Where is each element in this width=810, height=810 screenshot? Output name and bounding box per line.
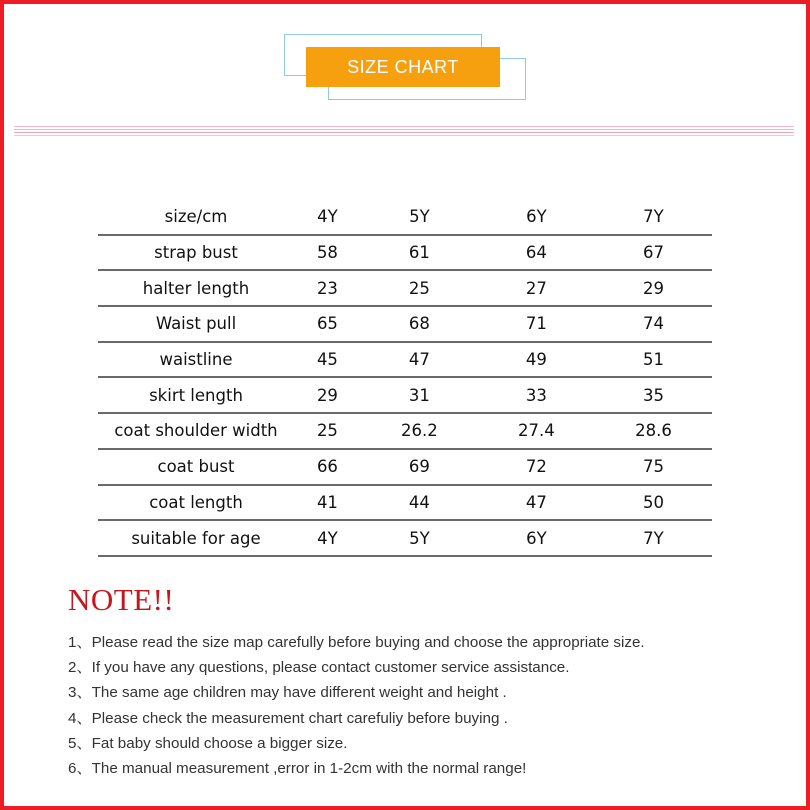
- note-item: [68, 680, 645, 705]
- note-text: The manual measurement ,error in 1-2cm with the normal range!: [91, 759, 527, 777]
- table-cell: 35: [595, 377, 712, 413]
- note-list: [68, 630, 645, 781]
- row-label: coat bust: [98, 449, 294, 485]
- note-text: If you have any questions, please contact customer service assistance.: [91, 659, 570, 677]
- table-cell: 75: [595, 449, 712, 485]
- note-text: Fat baby should choose a bigger size.: [91, 734, 348, 752]
- table-cell: 51: [595, 342, 712, 378]
- table-cell: 27.4: [478, 413, 595, 449]
- table-cell: 27: [478, 270, 595, 306]
- header-cell: 4Y: [294, 200, 361, 235]
- table-row: [98, 449, 712, 485]
- note-number: 1、: [68, 634, 92, 651]
- stripe: [14, 135, 794, 136]
- stripe: [14, 132, 794, 133]
- table-cell: 28.6: [595, 413, 712, 449]
- size-table: [98, 200, 712, 557]
- table-cell: 58: [294, 235, 361, 271]
- table-cell: 47: [361, 342, 478, 378]
- table-cell: 45: [294, 342, 361, 378]
- header-cell: 6Y: [478, 200, 595, 235]
- note-item: [68, 706, 645, 731]
- row-label: coat shoulder width: [98, 413, 294, 449]
- table-cell: 25: [294, 413, 361, 449]
- stripe: [14, 129, 794, 130]
- row-label: skirt length: [98, 377, 294, 413]
- table-cell: 66: [294, 449, 361, 485]
- note-item: [68, 655, 645, 680]
- table-cell: 7Y: [595, 520, 712, 556]
- row-label: suitable for age: [98, 520, 294, 556]
- note-item: [68, 630, 645, 655]
- header-cell: size/cm: [98, 200, 294, 235]
- table-cell: 29: [294, 377, 361, 413]
- row-label: coat length: [98, 485, 294, 521]
- table-row: [98, 235, 712, 271]
- row-label: halter length: [98, 270, 294, 306]
- size-chart-badge: SIZE CHART: [306, 47, 500, 87]
- note-number: 4、: [68, 709, 92, 727]
- table-row: [98, 413, 712, 449]
- table-row: [98, 485, 712, 521]
- table-row: [98, 342, 712, 378]
- table-cell: 64: [478, 235, 595, 271]
- note-number: 2、: [68, 659, 92, 677]
- row-label: Waist pull: [98, 306, 294, 342]
- decorative-stripes: [14, 126, 794, 138]
- note-title: NOTE!!: [68, 582, 175, 617]
- table-cell: 23: [294, 270, 361, 306]
- table-cell: 49: [478, 342, 595, 378]
- table-cell: 69: [361, 449, 478, 485]
- note-number: 3、: [68, 684, 92, 702]
- note-text: Please read the size map carefully before buying and choose the appropriate size.: [91, 634, 645, 651]
- table-cell: 31: [361, 377, 478, 413]
- table-cell: 65: [294, 306, 361, 342]
- table-cell: 67: [595, 235, 712, 271]
- table-cell: 72: [478, 449, 595, 485]
- table-header-row: [98, 200, 712, 235]
- row-label: waistline: [98, 342, 294, 378]
- table-cell: 25: [361, 270, 478, 306]
- table-cell: 29: [595, 270, 712, 306]
- table-row: [98, 377, 712, 413]
- note-text: Please check the measurement chart carefuliy before buying .: [91, 709, 508, 727]
- table-row: [98, 520, 712, 556]
- note-item: [68, 731, 645, 756]
- table-cell: 61: [361, 235, 478, 271]
- stripe: [14, 126, 794, 127]
- table-cell: 6Y: [478, 520, 595, 556]
- table-cell: 71: [478, 306, 595, 342]
- table-cell: 5Y: [361, 520, 478, 556]
- table-cell: 74: [595, 306, 712, 342]
- table-cell: 33: [478, 377, 595, 413]
- table-cell: 68: [361, 306, 478, 342]
- note-item: [68, 756, 645, 781]
- header-cell: 7Y: [595, 200, 712, 235]
- size-chart-header: [284, 34, 526, 100]
- table-row: [98, 306, 712, 342]
- table-row: [98, 270, 712, 306]
- table-cell: 4Y: [294, 520, 361, 556]
- table-cell: 47: [478, 485, 595, 521]
- note-number: 6、: [68, 759, 92, 777]
- header-cell: 5Y: [361, 200, 478, 235]
- table-cell: 44: [361, 485, 478, 521]
- table-cell: 50: [595, 485, 712, 521]
- row-label: strap bust: [98, 235, 294, 271]
- table-cell: 26.2: [361, 413, 478, 449]
- note-text: The same age children may have different weight and height .: [91, 684, 507, 702]
- table-cell: 41: [294, 485, 361, 521]
- note-number: 5、: [68, 734, 92, 752]
